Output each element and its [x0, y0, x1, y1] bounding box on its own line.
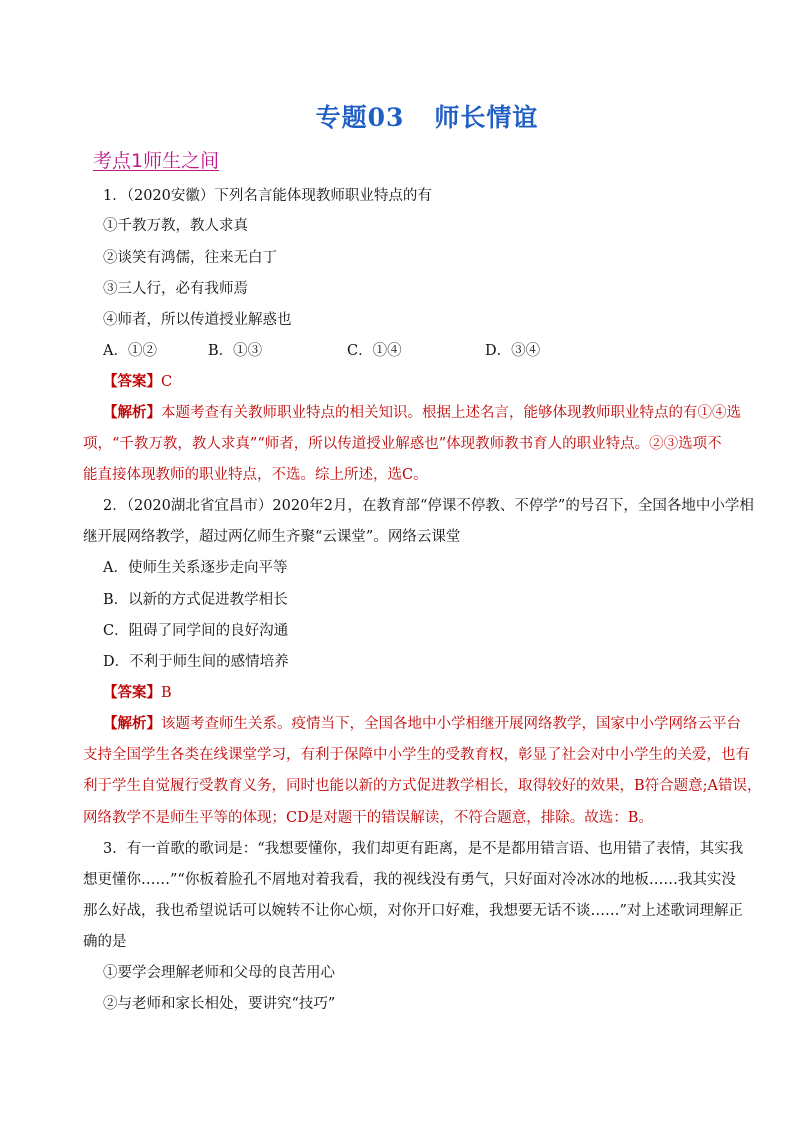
answer-tag: 【答案】 — [103, 684, 161, 701]
q3-stem: 确的是 — [83, 934, 127, 950]
q1-analysis-line: 项，“千教万教，教人求真”“师者，所以传道授业解惑也”体现教师教书育人的职业特点。②③选项不 — [83, 436, 722, 452]
q1-analysis-line — [103, 403, 741, 423]
q1-analysis-line: 能直接体现教师的职业特点，不选。综上所述，选C。 — [83, 467, 428, 483]
q2-analysis-line: 支持全国学生各类在线课堂学习，有利于保障中小学生的受教育权，彰显了社会对中小学生的关爱，也有 — [83, 747, 750, 763]
q1-option-a: A．①② — [103, 343, 157, 359]
q1-stem: 1．（2020安徽）下列名言能体现教师职业特点的有 — [103, 188, 432, 204]
q1-item: ③三人行，必有我师焉 — [103, 281, 248, 297]
analysis-text: 该题考查师生关系。疫情当下，全国各地中小学相继开展网络教学，国家中小学网络云平台 — [161, 716, 741, 732]
q2-stem: 2．（2020湖北省宜昌市）2020年2月，在教育部“停课不停教、不停学”的号召下，全国各地中小学相 — [103, 498, 754, 514]
q2-stem: 继开展网络教学，超过两亿师生齐聚“云课堂”。网络云课堂 — [83, 529, 461, 545]
q3-stem: 那么好战，我也希望说话可以婉转不让你心烦，对你开口好难，我想要无话不谈……”对上述歌词理解正 — [83, 903, 743, 919]
q3-stem: 3．有一首歌的歌词是：“我想要懂你，我们却更有距离，是不是都用错言语、也用错了表情，其实我 — [103, 841, 744, 857]
q3-stem: 想更懂你……”“你板着脸孔不屑地对着我看，我的视线没有勇气，只好面对冷冰冰的地板……我其实没 — [83, 872, 736, 888]
q2-option-b: B．以新的方式促进教学相长 — [103, 592, 288, 608]
page-title — [0, 98, 794, 134]
q3-item: ②与老师和家长相处，要讲究“技巧” — [103, 996, 336, 1012]
q1-option-d: D．③④ — [485, 343, 541, 359]
q2-option-a: A．使师生关系逐步走向平等 — [103, 560, 288, 576]
q2-option-d: D．不利于师生间的感情培养 — [103, 654, 289, 670]
answer-value: C — [161, 374, 173, 390]
title-prefix: 专题03 — [315, 103, 405, 132]
title-name: 师长情谊 — [434, 103, 539, 132]
q2-analysis-line: 利于学生自觉履行受教育义务，同时也能以新的方式促进教学相长，取得较好的效果，B符合题意;A错误， — [83, 778, 762, 794]
q2-analysis-line — [103, 714, 741, 734]
section-heading: 考点1师生之间 — [93, 150, 220, 172]
q1-item: ①千教万教，教人求真 — [103, 218, 248, 234]
q2-answer — [103, 683, 172, 703]
answer-tag: 【答案】 — [103, 373, 161, 390]
q1-item: ④师者，所以传道授业解惑也 — [103, 312, 292, 328]
q1-option-c: C．①④ — [347, 343, 402, 359]
analysis-tag: 【解析】 — [103, 404, 161, 421]
analysis-tag: 【解析】 — [103, 715, 161, 732]
q2-option-c: C．阻碍了同学间的良好沟通 — [103, 623, 289, 639]
q2-analysis-line: 网络教学不是师生平等的体现；CD是对题干的错误解读，不符合题意，排除。故选：B。 — [83, 810, 653, 826]
analysis-text: 本题考查有关教师职业特点的相关知识。根据上述名言，能够体现教师职业特点的有①④选 — [161, 405, 741, 421]
q3-item: ①要学会理解老师和父母的良苦用心 — [103, 965, 335, 981]
q1-option-b: B．①③ — [208, 343, 263, 359]
q1-answer — [103, 372, 172, 392]
q1-item: ②谈笑有鸿儒，往来无白丁 — [103, 250, 277, 266]
answer-value: B — [161, 685, 172, 701]
